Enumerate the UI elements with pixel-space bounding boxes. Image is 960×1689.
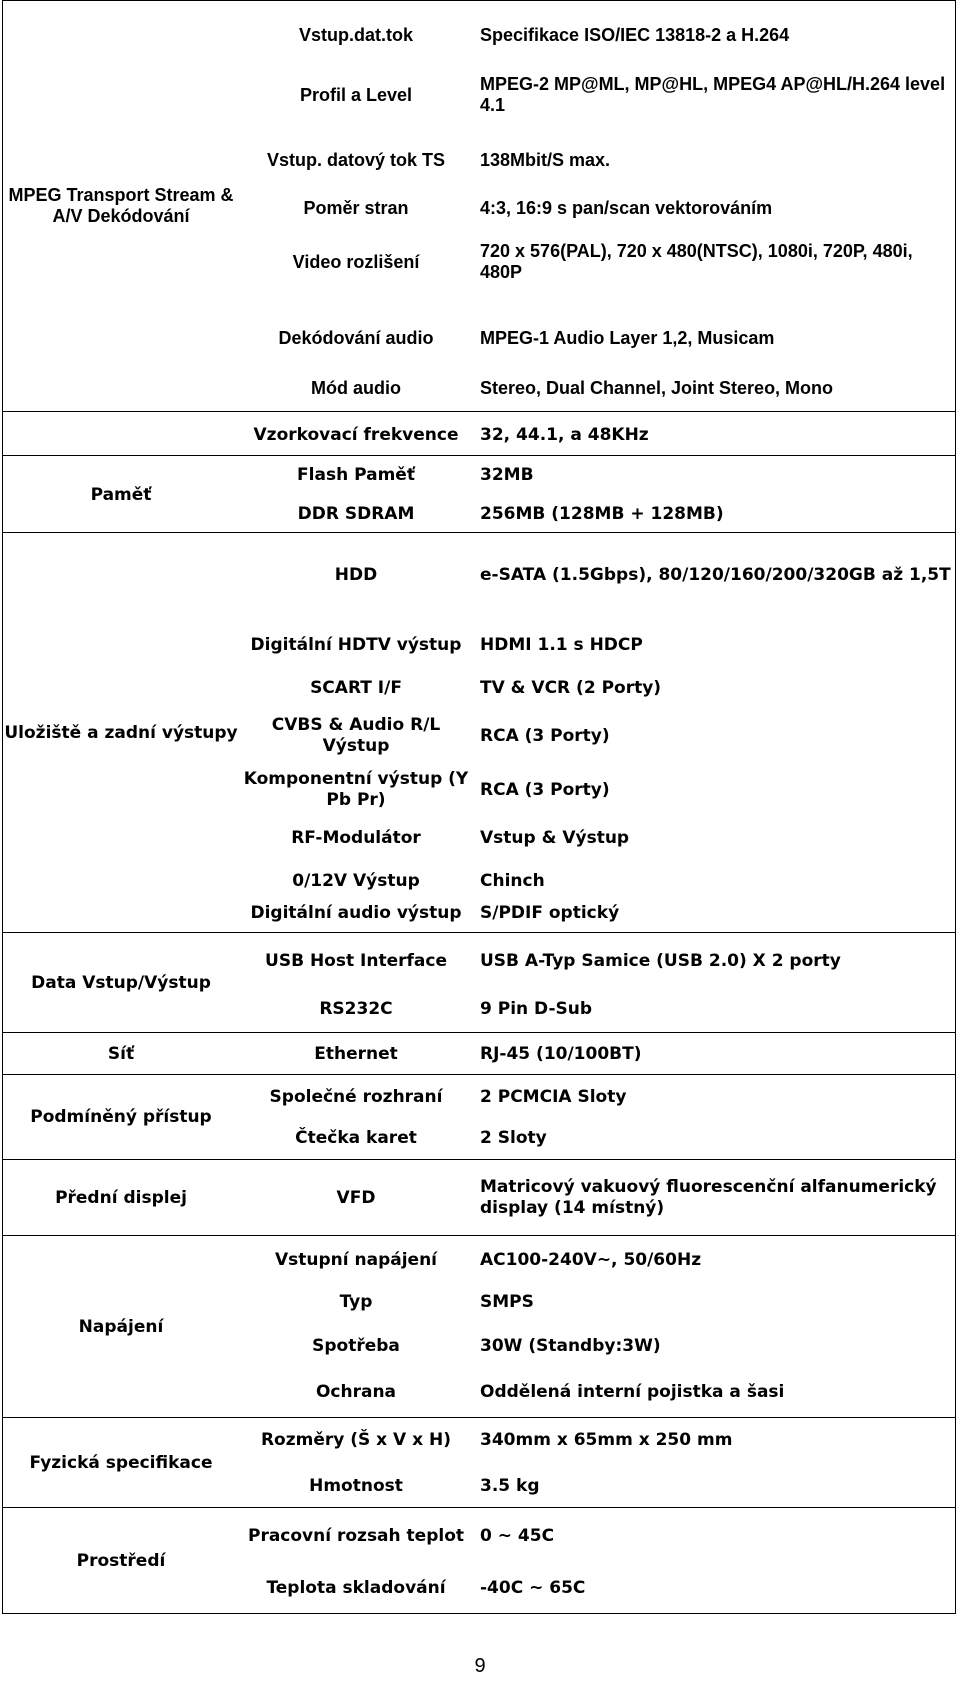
- spec-key: DDR SDRAM: [297, 503, 415, 524]
- spec-row: [240, 1077, 956, 1117]
- spec-value: 2 PCMCIA Sloty: [480, 1086, 627, 1107]
- spec-key: Digitální HDTV výstup: [250, 634, 462, 655]
- spec-value: Matricový vakuový fluorescenční alfanumerický display (14 místný): [480, 1177, 937, 1218]
- section-mpeg: [2, 0, 956, 412]
- spec-value: Specifikace ISO/IEC 13818-2 a H.264: [480, 24, 790, 45]
- spec-key: Ochrana: [315, 1381, 397, 1402]
- spec-key: 0/12V Výstup: [292, 870, 420, 891]
- spec-row: [240, 1568, 956, 1608]
- spec-key: Vstup.dat.tok: [298, 24, 413, 45]
- spec-value: 30W (Standby:3W): [480, 1335, 661, 1356]
- spec-key: Profil a Level: [299, 84, 413, 105]
- section-title: MPEG Transport Stream & A/V Dekódování: [8, 185, 234, 226]
- spec-row: [240, 368, 956, 408]
- spec-value: Chinch: [480, 870, 545, 891]
- spec-row: [240, 1372, 956, 1412]
- spec-row: [240, 625, 956, 665]
- spec-value: 3.5 kg: [480, 1475, 540, 1496]
- spec-value: RCA (3 Porty): [480, 725, 610, 746]
- section-title: Podmíněný přístup: [30, 1107, 212, 1127]
- spec-key: RS232C: [319, 998, 393, 1019]
- spec-row: [240, 1326, 956, 1366]
- section-title: Uložiště a zadní výstupy: [4, 722, 238, 743]
- section-title: Data Vstup/Výstup: [31, 972, 211, 993]
- spec-value: SMPS: [480, 1291, 534, 1312]
- spec-row: [240, 545, 956, 605]
- spec-key: Ethernet: [314, 1043, 398, 1064]
- spec-row: [240, 1240, 956, 1280]
- spec-key: SCART I/F: [310, 677, 402, 698]
- spec-key: Vstup. datový tok TS: [266, 149, 446, 170]
- spec-row: [240, 1466, 956, 1506]
- spec-key: Typ: [339, 1291, 373, 1312]
- spec-key: Video rozlišení: [292, 251, 420, 272]
- section-title: Fyzická specifikace: [29, 1452, 213, 1473]
- spec-value: RJ-45 (10/100BT): [480, 1043, 642, 1064]
- spec-value: 720 x 576(PAL), 720 x 480(NTSC), 1080i, 720P, 480i, 480P: [480, 241, 913, 282]
- spec-key: Hmotnost: [309, 1475, 403, 1496]
- spec-key: Komponentní výstup (Y Pb Pr): [243, 769, 469, 810]
- spec-row: [240, 1160, 956, 1236]
- spec-key: Flash Paměť: [297, 464, 415, 485]
- spec-key: Rozměry (Š x V x H): [260, 1429, 452, 1450]
- spec-key: Pracovní rozsah teplot: [247, 1525, 465, 1546]
- spec-key: Vzorkovací frekvence: [253, 424, 459, 445]
- section-prostredi: [2, 1508, 956, 1614]
- spec-value: 32MB: [480, 464, 534, 485]
- spec-row: [240, 1508, 956, 1564]
- section-fyzicka-specifikace: [2, 1418, 956, 1508]
- section-podmineny-pristup: [2, 1075, 956, 1160]
- spec-value: Oddělená interní pojistka a šasi: [480, 1381, 785, 1402]
- spec-value: AC100-240V~, 50/60Hz: [480, 1249, 702, 1270]
- spec-row: [240, 15, 956, 55]
- spec-value: 0 ~ 45C: [480, 1525, 555, 1546]
- spec-key: Čtečka karet: [295, 1127, 417, 1148]
- section-title: Napájení: [78, 1316, 164, 1337]
- spec-key: Mód audio: [311, 377, 401, 398]
- spec-key: Poměr stran: [303, 197, 409, 218]
- spec-key: Digitální audio výstup: [250, 902, 462, 923]
- spec-row: [240, 456, 956, 494]
- page-number: 9: [474, 1655, 486, 1677]
- section-title: Paměť: [90, 484, 152, 505]
- spec-row: [240, 1033, 956, 1075]
- spec-key: CVBS & Audio R/L Výstup: [271, 715, 441, 756]
- spec-row: [240, 818, 956, 858]
- spec-row: [240, 415, 956, 455]
- spec-value: S/PDIF optický: [480, 902, 620, 923]
- spec-value: 2 Sloty: [480, 1127, 547, 1148]
- spec-key: Dekódování audio: [278, 327, 434, 348]
- spec-row: [240, 65, 956, 125]
- spec-row: [240, 711, 956, 761]
- spec-value: 4:3, 16:9 s pan/scan vektorováním: [480, 197, 773, 218]
- section-predni-displej: [2, 1160, 956, 1236]
- section-sit: [2, 1033, 956, 1075]
- spec-row: [240, 941, 956, 981]
- spec-row: [240, 668, 956, 708]
- spec-value: MPEG-2 MP@ML, MP@HL, MPEG4 AP@HL/H.264 level 4.1: [480, 74, 946, 115]
- spec-row: [240, 140, 956, 180]
- spec-value: Stereo, Dual Channel, Joint Stereo, Mono: [480, 377, 834, 398]
- section-napajeni: [2, 1236, 956, 1418]
- spec-value: -40C ~ 65C: [480, 1577, 586, 1598]
- spec-row: [240, 893, 956, 933]
- spec-row: [240, 1282, 956, 1322]
- spec-value: 138Mbit/S max.: [480, 149, 611, 170]
- spec-row: [240, 1420, 956, 1460]
- spec-row: [240, 1118, 956, 1158]
- spec-row: [240, 188, 956, 228]
- spec-key: Vstupní napájení: [274, 1249, 438, 1270]
- section-title: Síť: [107, 1043, 135, 1064]
- spec-value: e-SATA (1.5Gbps), 80/120/160/200/320GB až 1,5T: [480, 564, 951, 585]
- section-uloziste: [2, 533, 956, 933]
- spec-value: 32, 44.1, a 48KHz: [480, 424, 649, 445]
- spec-table: [2, 0, 956, 1614]
- section-data-io: [2, 933, 956, 1033]
- spec-value: 9 Pin D-Sub: [480, 998, 593, 1019]
- spec-row: [240, 318, 956, 358]
- section-title: Prostředí: [76, 1550, 166, 1571]
- spec-value: HDMI 1.1 s HDCP: [480, 634, 643, 655]
- section-pamet: [2, 455, 956, 533]
- spec-value: 340mm x 65mm x 250 mm: [480, 1429, 733, 1450]
- spec-key: Společné rozhraní: [269, 1086, 443, 1107]
- spec-value: MPEG-1 Audio Layer 1,2, Musicam: [480, 327, 775, 348]
- spec-value: 256MB (128MB + 128MB): [480, 503, 724, 524]
- spec-value: TV & VCR (2 Porty): [480, 677, 662, 698]
- spec-value: RCA (3 Porty): [480, 779, 610, 800]
- spec-key: Teplota skladování: [266, 1577, 446, 1598]
- spec-row: [240, 494, 956, 534]
- spec-row: [240, 765, 956, 815]
- spec-key: Spotřeba: [312, 1335, 400, 1356]
- spec-row: [240, 232, 956, 292]
- spec-row: [240, 989, 956, 1029]
- section-title: Přední displej: [55, 1187, 187, 1208]
- spec-key: USB Host Interface: [265, 950, 447, 971]
- spec-key: VFD: [336, 1187, 376, 1208]
- spec-value: Vstup & Výstup: [480, 827, 630, 848]
- spec-key: RF-Modulátor: [291, 827, 421, 848]
- spec-value: USB A-Typ Samice (USB 2.0) X 2 porty: [480, 950, 841, 971]
- spec-key: HDD: [334, 564, 378, 585]
